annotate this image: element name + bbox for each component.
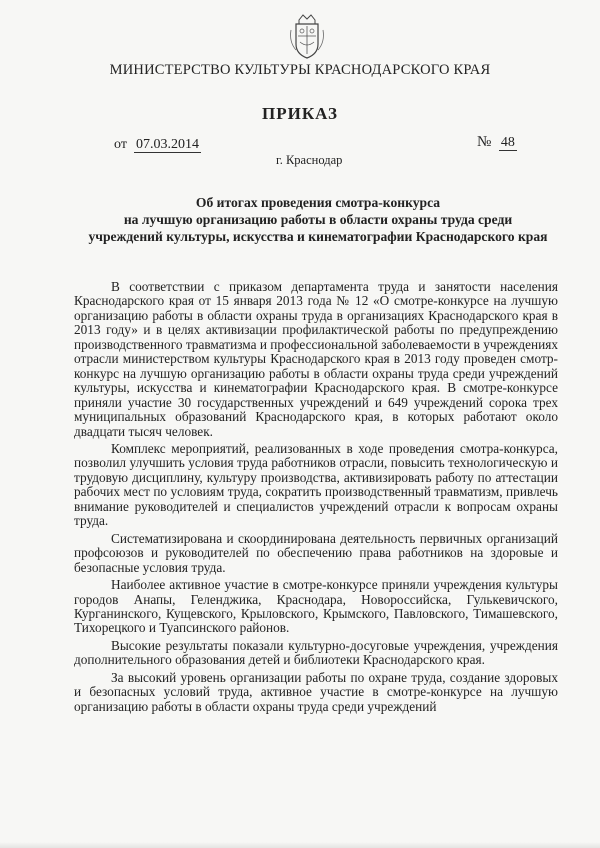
order-number: 48 <box>500 135 515 150</box>
subject-line: учреждений культуры, искусства и кинематографии Краснодарского края <box>88 229 548 244</box>
body-paragraph: В соответствии с приказом департамента труда и занятости населения Краснодарского края от 15 января 2013 года № 12 «О смотре-конкурсе на лучшую организацию работы в области охраны труда в организациях Краснодарского края в 2013 году» и в целях активизации профилактической работы по предупреждению производственного травматизма и профессиональной заболеваемости в учреждениях отрасли министерством культуры Краснодарского края в 2013 году проведен смотр-конкурс на лучшую организацию работы в области охраны труда среди учреждений культуры, искусства и кинематографии Краснодарского края. В смотре-конкурсе приняли участие 30 государственных учреждений и 649 учреждений сорока трех муниципальных образований Краснодарского края, в которых работают около двадцати тысяч человек. <box>74 279 558 439</box>
krasnodar-coat-of-arms-icon <box>288 10 326 60</box>
order-body <box>74 280 558 717</box>
body-paragraph: Высокие результаты показали культурно-досуговые учреждения, учреждения дополнительного образования детей и библиотеки Краснодарского края. <box>74 637 558 668</box>
order-number-row <box>477 134 517 151</box>
subject-line: на лучшую организацию работы в области охраны труда среди <box>123 212 513 227</box>
document-type-title: ПРИКАЗ <box>262 104 338 123</box>
subject-line: Об итогах проведения смотра-конкурса <box>195 195 441 210</box>
order-subject <box>60 194 576 245</box>
body-paragraph: Наиболее активное участие в смотре-конкурсе приняли учреждения культуры городов Анапы, Геленджика, Краснодара, Новороссийска, Гулькевичского, Курганинского, Кущевского, Крыловского, Крымского, Павловского, Тимашевского, Тихорецкого и Туапсинского районов. <box>74 577 558 636</box>
body-paragraph: За высокий уровень организации работы по охране труда, создание здоровых и безопасных условий труда, активное участие в смотре-конкурсе на лучшую организацию работы в области охраны труда среди учреждений <box>74 669 558 714</box>
order-date-row <box>114 137 201 153</box>
number-prefix: № <box>477 134 492 150</box>
body-paragraph: Систематизирована и скоординирована деятельность первичных организаций профсоюзов и руководителей по обеспечению права работников на здоровые и безопасные условия труда. <box>74 530 558 575</box>
body-paragraph: Комплекс мероприятий, реализованных в ходе проведения смотра-конкурса, позволил улучшить условия труда работников отрасли, повысить технологическую и трудовую дисциплину, культуру производства, активизировать работу по аттестации рабочих мест по условиям труда, сократить производственный травматизм, привлечь внимание руководителей и специалистов учреждений отрасли к вопросам охраны труда. <box>74 440 558 529</box>
ministry-name: МИНИСТЕРСТВО КУЛЬТУРЫ КРАСНОДАРСКОГО КРАЯ <box>109 62 491 78</box>
scan-edge <box>0 842 600 848</box>
city: г. Краснодар <box>276 153 343 167</box>
order-date: 07.03.2014 <box>135 137 199 152</box>
date-prefix: от <box>114 137 127 152</box>
